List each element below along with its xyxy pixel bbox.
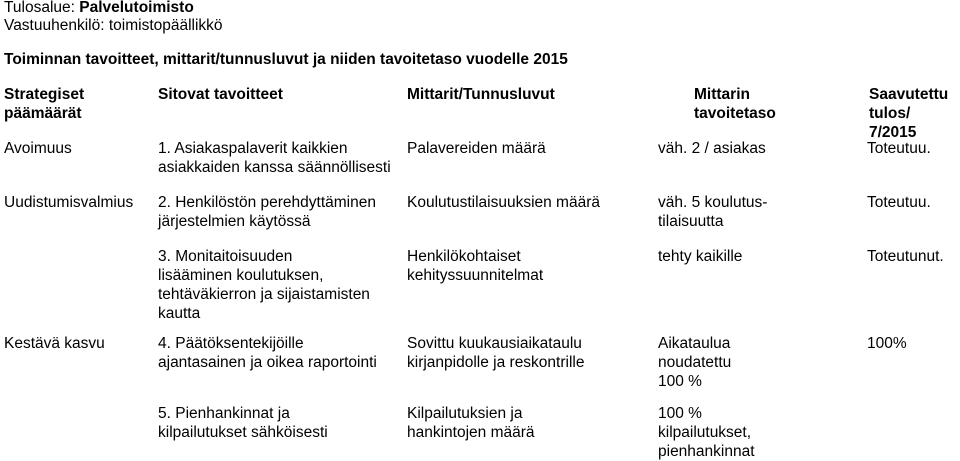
row3-metric xyxy=(407,247,543,285)
row2-goal-line: järjestelmien käytössä xyxy=(158,213,311,230)
col-header-goals: Sitovat tavoitteet xyxy=(158,86,283,103)
col-header-metrics: Mittarit/Tunnusluvut xyxy=(407,86,555,103)
row5-goal xyxy=(158,404,328,442)
col-header-strategic-line2: päämäärät xyxy=(4,105,82,122)
row4-target-line: 100 % xyxy=(658,373,702,390)
row5-metric-line: hankintojen määrä xyxy=(407,424,535,441)
row4-goal xyxy=(158,334,377,372)
row5-metric xyxy=(407,404,535,442)
col-header-target xyxy=(694,85,776,123)
row4-metric-line: Sovittu kuukausiaikataulu xyxy=(407,335,582,352)
col-header-strategic xyxy=(4,85,84,123)
document-title: Toiminnan tavoitteet, mittarit/tunnusluvut ja niiden tavoitetaso vuodelle 2015 xyxy=(4,51,568,68)
row3-goal-line: lisääminen koulutuksen, xyxy=(158,267,324,284)
row3-metric-line: Henkilökohtaiset xyxy=(407,248,521,265)
col-header-target-line1: Mittarin xyxy=(694,86,750,103)
row2-goal xyxy=(158,193,376,231)
row3-goal xyxy=(158,247,370,323)
row1-target: väh. 2 / asiakas xyxy=(658,140,766,157)
row5-goal-line: kilpailutukset sähköisesti xyxy=(158,424,328,441)
col-header-result xyxy=(869,85,960,142)
row2-target-line: tilaisuutta xyxy=(658,213,724,230)
row1-metric: Palavereiden määrä xyxy=(407,140,546,157)
col-header-result-line2: tulos/ 7/2015 xyxy=(869,105,917,141)
row5-target xyxy=(658,404,755,461)
row2-result: Toteutuu. xyxy=(867,194,931,211)
row3-goal-line: tehtäväkierron ja sijaistamisten xyxy=(158,286,370,303)
row4-goal-line: 4. Päätöksentekijöille xyxy=(158,335,304,352)
row4-target xyxy=(658,334,731,391)
contact-person: Vastuuhenkilö: toimistopäällikkö xyxy=(4,17,223,34)
row1-result: Toteutuu. xyxy=(867,140,931,157)
row4-result: 100% xyxy=(867,335,907,352)
col-header-target-line2: tavoitetaso xyxy=(694,105,776,122)
row4-goal-line: ajantasainen ja oikea raportointi xyxy=(158,354,377,371)
row4-metric xyxy=(407,334,584,372)
row3-result: Toteutunut. xyxy=(867,248,944,265)
row3-goal-line: 3. Monitaitoisuuden xyxy=(158,248,293,265)
row2-target xyxy=(658,193,767,231)
row4-metric-line: kirjanpidolle ja reskontrille xyxy=(407,354,585,371)
row5-metric-line: Kilpailutuksien ja xyxy=(407,405,523,422)
row5-target-line: kilpailutukset, xyxy=(658,424,752,441)
row5-target-line: 100 % xyxy=(658,405,702,422)
area-line xyxy=(4,0,194,17)
row1-strategic: Avoimuus xyxy=(4,140,72,157)
area-label: Tulosalue: xyxy=(4,0,80,16)
row1-goal xyxy=(158,139,391,177)
row2-metric: Koulutustilaisuuksien määrä xyxy=(407,194,600,211)
row2-strategic: Uudistumisvalmius xyxy=(4,194,134,211)
row2-goal-line: 2. Henkilöstön perehdyttäminen xyxy=(158,194,376,211)
row5-target-line: pienhankinnat xyxy=(658,443,755,460)
area-value: Palvelutoimisto xyxy=(79,0,194,16)
row3-metric-line: kehityssuunnitelmat xyxy=(407,267,544,284)
row4-strategic: Kestävä kasvu xyxy=(4,335,105,352)
row3-goal-line: kautta xyxy=(158,305,201,322)
row4-target-line: noudatettu xyxy=(658,354,732,371)
row3-target: tehty kaikille xyxy=(658,248,743,265)
col-header-result-line1: Saavutettu xyxy=(869,86,949,103)
col-header-strategic-line1: Strategiset xyxy=(4,86,85,103)
row2-target-line: väh. 5 koulutus- xyxy=(658,194,768,211)
row1-goal-line: 1. Asiakaspalaverit kaikkien xyxy=(158,140,348,157)
row4-target-line: Aikataulua xyxy=(658,335,731,352)
row1-goal-line: asiakkaiden kanssa säännöllisesti xyxy=(158,159,391,176)
row5-goal-line: 5. Pienhankinnat ja xyxy=(158,405,290,422)
